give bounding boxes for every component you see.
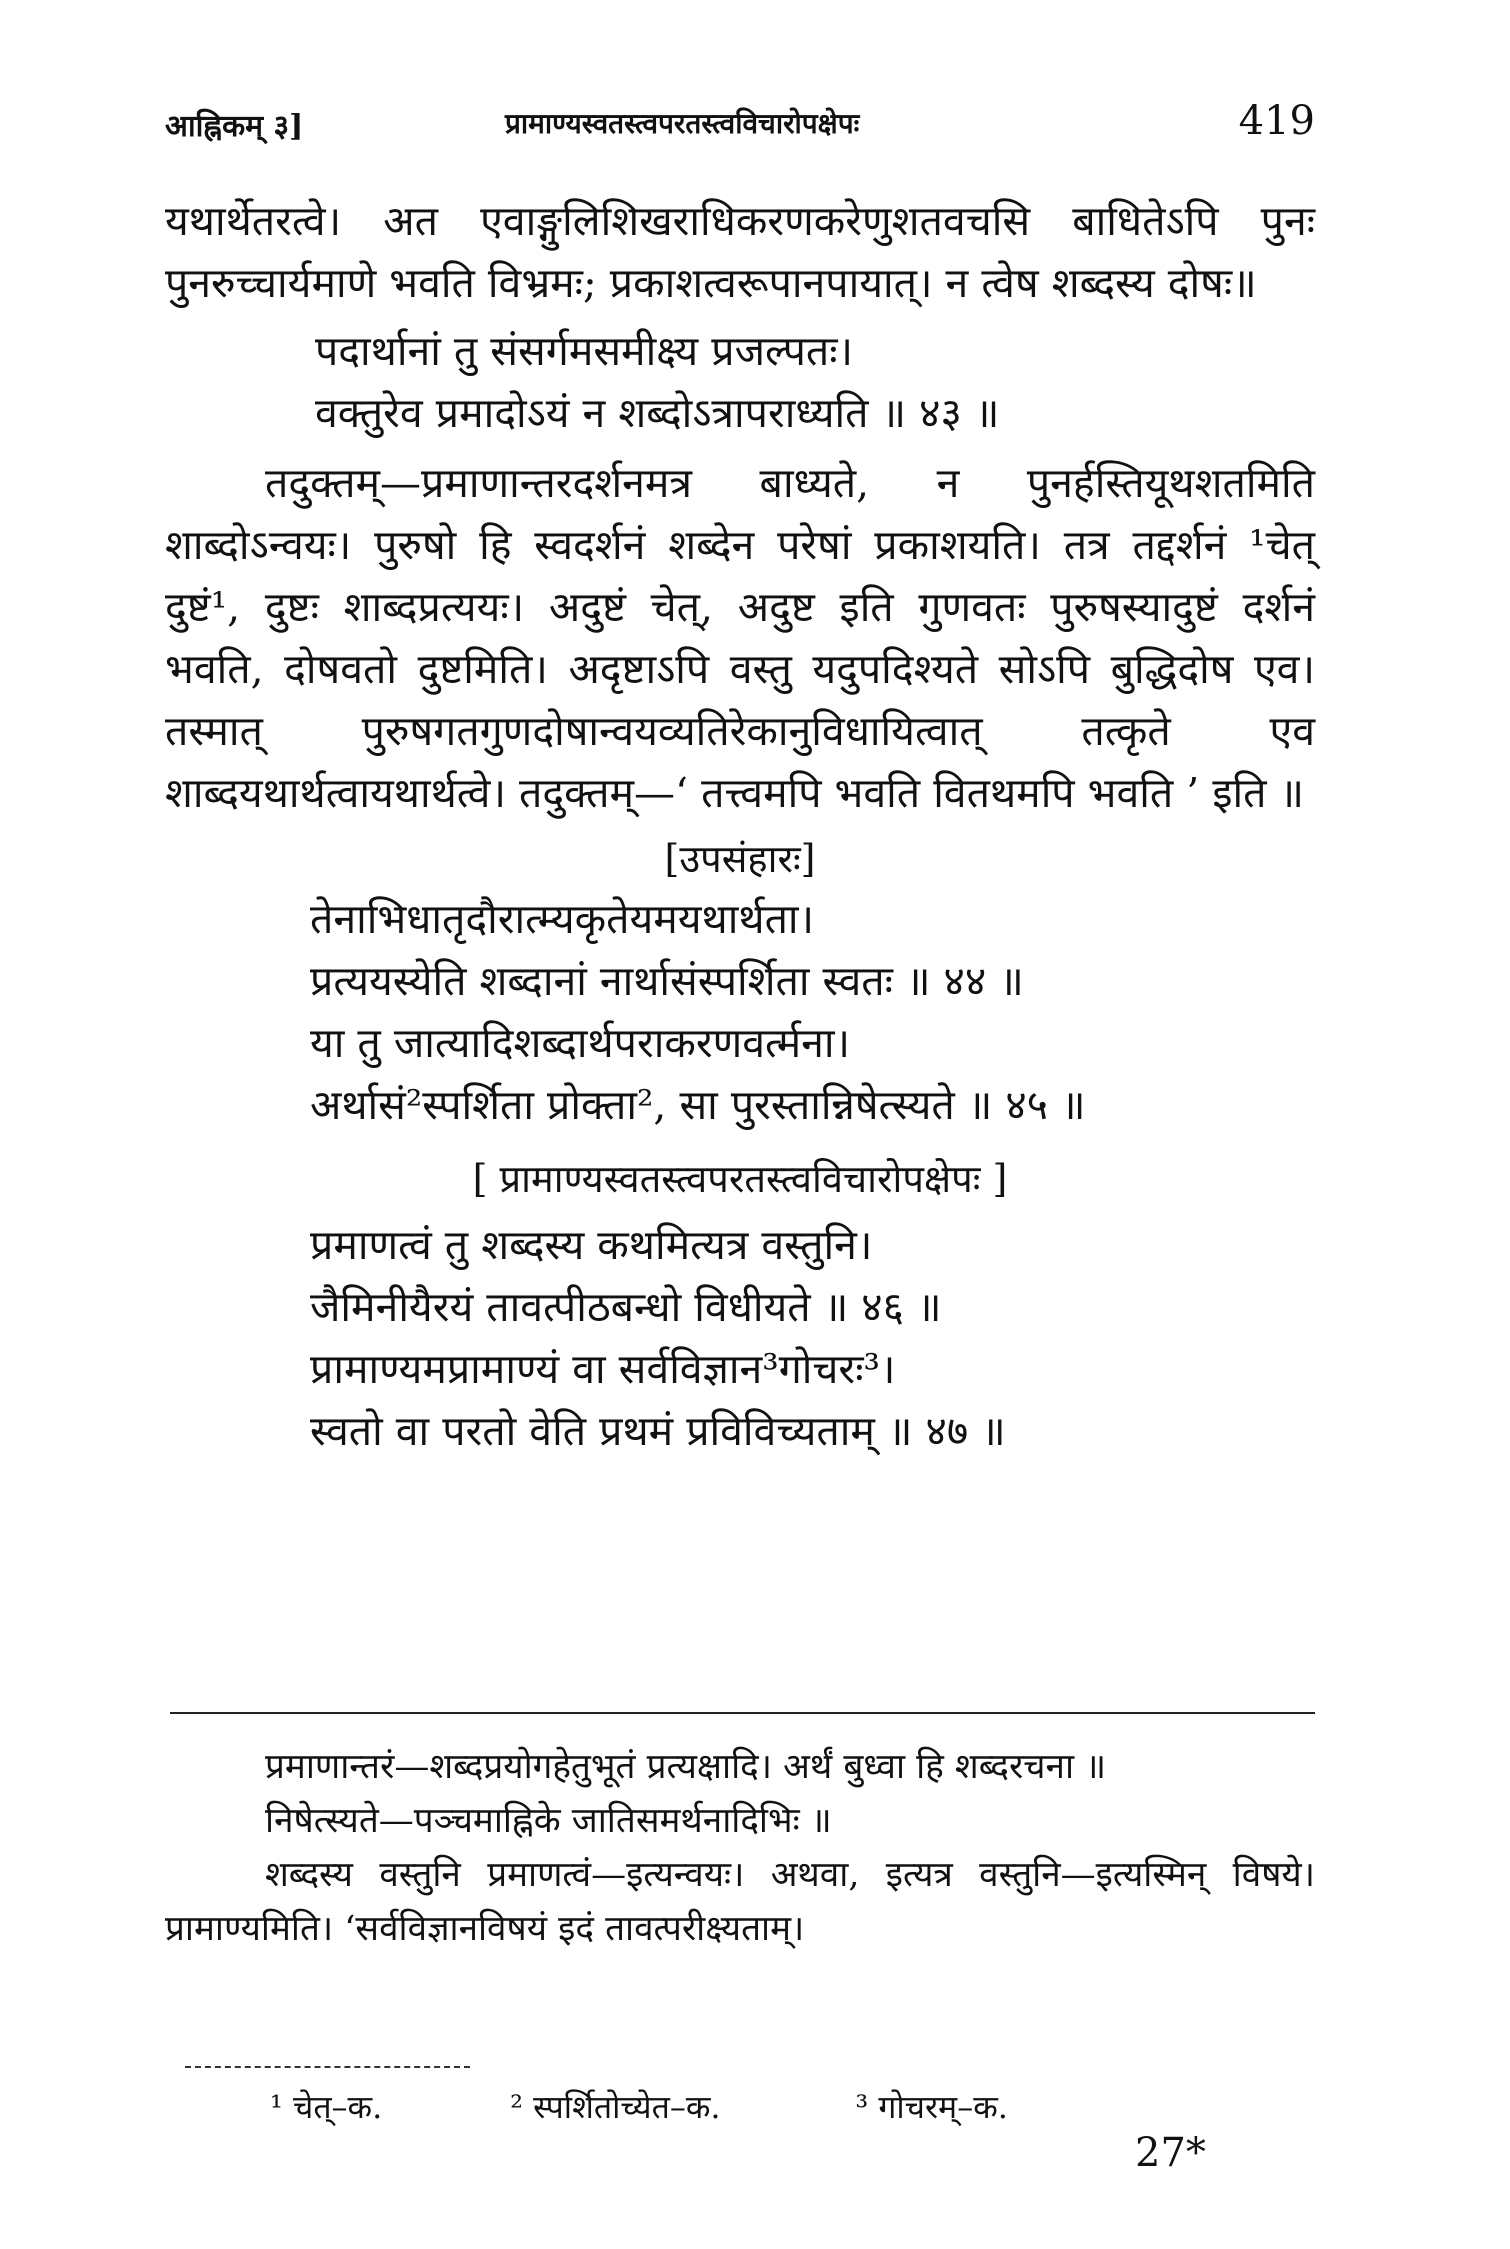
main-text (165, 190, 1315, 1462)
footnote-divider (185, 2066, 470, 2068)
page-number: 419 (1238, 98, 1315, 144)
verse-line: प्रामाण्यमप्रामाण्यं वा सर्वविज्ञान³गोचरः³। (310, 1345, 896, 1393)
section-heading: [उपसंहारः] (664, 837, 816, 881)
verse-line: प्रमाणत्वं तु शब्दस्य कथमित्यत्र वस्तुनि। (310, 1221, 873, 1269)
section-heading: [ प्रामाण्यस्वतस्त्वपरतस्त्वविचारोपक्षेपः ] (472, 1157, 1008, 1201)
chapter-label: आह्निकम् ३] (165, 109, 304, 144)
verse-43 (165, 320, 1315, 444)
footnote: ³ गोचरम्–क. (855, 2088, 1008, 2126)
verse-44-45 (165, 888, 1315, 1136)
footnote: ¹ चेत्–क. (270, 2088, 383, 2126)
footnote: ² स्पर्शितोच्येत–क. (510, 2088, 721, 2126)
commentary-paragraph: शब्दस्य वस्तुनि प्रमाणत्वं—इत्यन्वयः। अथवा, इत्यत्र वस्तुनि—इत्यस्मिन् विषये। प्रामाण्यमिति। ‘सर्वविज्ञानविषयं इदं तावत्परीक्ष्यताम्। (165, 1855, 1315, 1949)
commentary (165, 1740, 1315, 1956)
verse-line: स्वतो वा परतो वेति प्रथमं प्रविविच्यताम् ॥ ४७ ॥ (310, 1407, 1006, 1455)
verse-line: या तु जात्यादिशब्दार्थपराकरणवर्त्मना। (310, 1019, 850, 1067)
footnotes (270, 2085, 1008, 2128)
verse-line: जैमिनीयैरयं तावत्पीठबन्धो विधीयते ॥ ४६ ॥ (310, 1283, 942, 1331)
verse-line: प्रत्ययस्येति शब्दानां नार्थासंस्पर्शिता स्वतः ॥ ४४ ॥ (310, 957, 1024, 1005)
paragraph: तदुक्तम्—प्रमाणान्तरदर्शनमत्र बाध्यते, न पुनर्हस्तियूथशतमिति शाब्दोऽन्वयः। पुरुषो हि स्वदर्शनं शब्देन परेषां प्रकाशयति। तत्र तद्दर्शनं ¹चेत् दुष्टं¹, दुष्टः शाब्दप्रत्ययः। अदुष्टं चेत्, अदुष्ट इति गुणवतः पुरुषस्यादुष्टं दर्शनं भवति, दोषवतो दुष्टमिति। अदृष्टाऽपि वस्तु यदुपदिश्यते सोऽपि बुद्धिदोष एव। तस्मात् पुरुषगतगुणदोषान्वयव्यतिरेकानुविधायित्वात् तत्कृते एव शाब्दयथार्थत्वायथार्थत्वे। तदुक्तम्—‘ तत्त्वमपि भवति वितथमपि भवति ’ इति ॥ (165, 459, 1315, 817)
verse-line: पदार्थानां तु संसर्गमसमीक्ष्य प्रजल्पतः। (315, 327, 854, 375)
running-header (165, 98, 1315, 148)
verse-line: अर्थासं²स्पर्शिता प्रोक्ता², सा पुरस्तान्निषेत्स्यते ॥ ४५ ॥ (310, 1081, 1086, 1129)
verse-line: वक्तुरेव प्रमादोऽयं न शब्दोऽत्रापराध्यति ॥ ४३ ॥ (315, 389, 1000, 437)
verse-line: तेनाभिधातृदौरात्म्यकृतेयमयथार्थता। (310, 895, 815, 943)
verse-46-47 (165, 1214, 1315, 1462)
printer-signature: 27* (1135, 2130, 1206, 2176)
commentary-divider (170, 1712, 1315, 1714)
running-title: प्रामाण्यस्वतस्त्वपरतस्त्वविचारोपक्षेपः (505, 107, 860, 140)
paragraph: यथार्थेतरत्वे। अत एवाङ्गुलिशिखराधिकरणकरेणुशतवचसि बाधितेऽपि पुनः पुनरुच्चार्यमाणे भवति विभ्रमः; प्रकाशत्वरूपानपायात्। न त्वेष शब्दस्य दोषः॥ (165, 197, 1315, 307)
commentary-paragraph: निषेत्स्यते—पञ्चमाह्निके जातिसमर्थनादिभिः ॥ (265, 1801, 832, 1841)
commentary-paragraph: प्रमाणान्तरं—शब्दप्रयोगहेतुभूतं प्रत्यक्षादि। अर्थं बुध्वा हि शब्दरचना ॥ (265, 1747, 1107, 1787)
